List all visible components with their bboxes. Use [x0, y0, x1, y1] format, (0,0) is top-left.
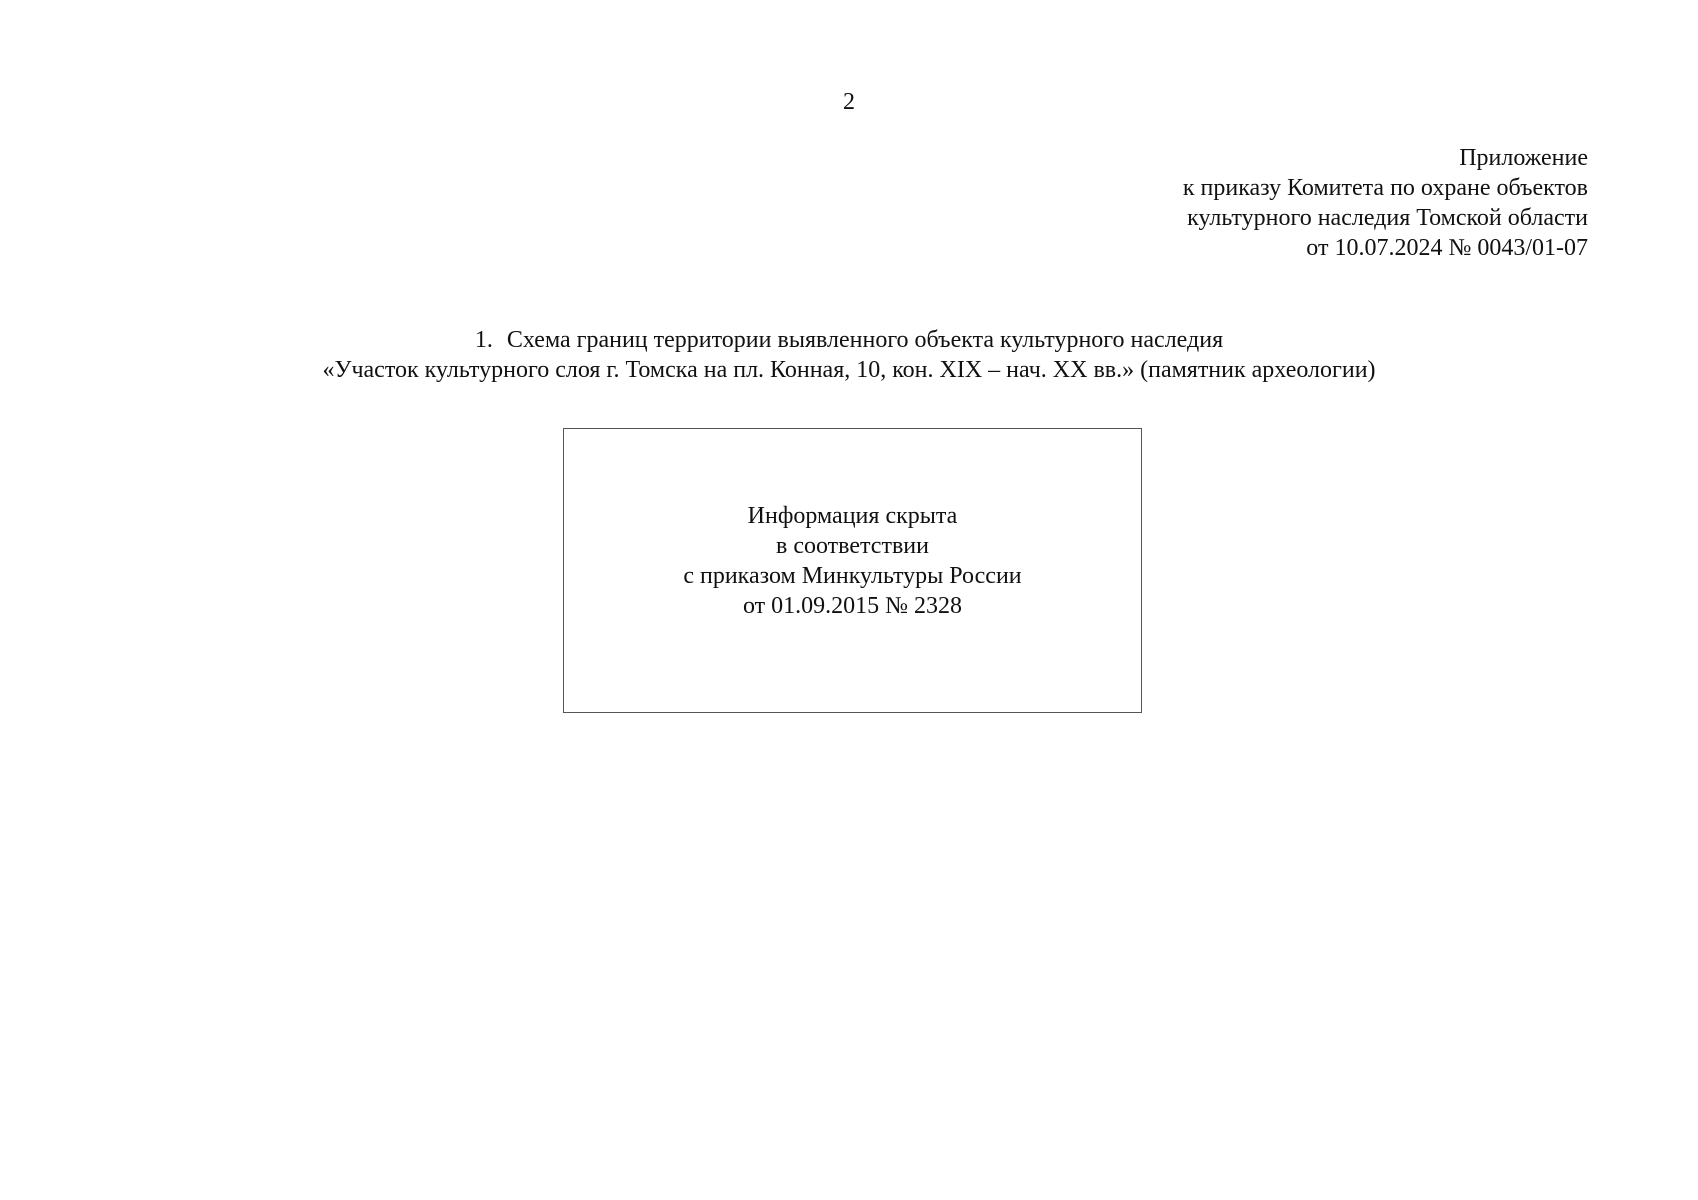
appendix-block	[1068, 143, 1588, 263]
scheme-heading-line-1	[0, 325, 1698, 355]
appendix-title: Приложение	[1459, 145, 1588, 171]
hidden-information-box	[563, 428, 1142, 713]
scheme-heading-number: 1.	[474, 327, 493, 353]
hidden-notice-line-3: с приказом Минкультуры России	[683, 562, 1022, 589]
page-number: 2	[843, 89, 855, 115]
hidden-notice-line-2: в соответствии	[776, 532, 929, 559]
hidden-notice-line-4: от 01.09.2015 № 2328	[742, 592, 963, 619]
scheme-heading	[0, 325, 1698, 385]
scheme-heading-line-2: «Участок культурного слоя г. Томска на пл. Конная, 10, кон. XIX – нач. XX вв.» (памятник археологии)	[322, 357, 1376, 383]
scheme-heading-text: Схема границ территории выявленного объекта культурного наследия	[506, 327, 1224, 353]
hidden-notice-line-1: Информация скрыта	[747, 502, 958, 529]
appendix-line-3: от 10.07.2024 № 0043/01-07	[1306, 235, 1588, 261]
appendix-line-2: культурного наследия Томской области	[1187, 205, 1588, 231]
appendix-line-1: к приказу Комитета по охране объектов	[1182, 175, 1588, 201]
